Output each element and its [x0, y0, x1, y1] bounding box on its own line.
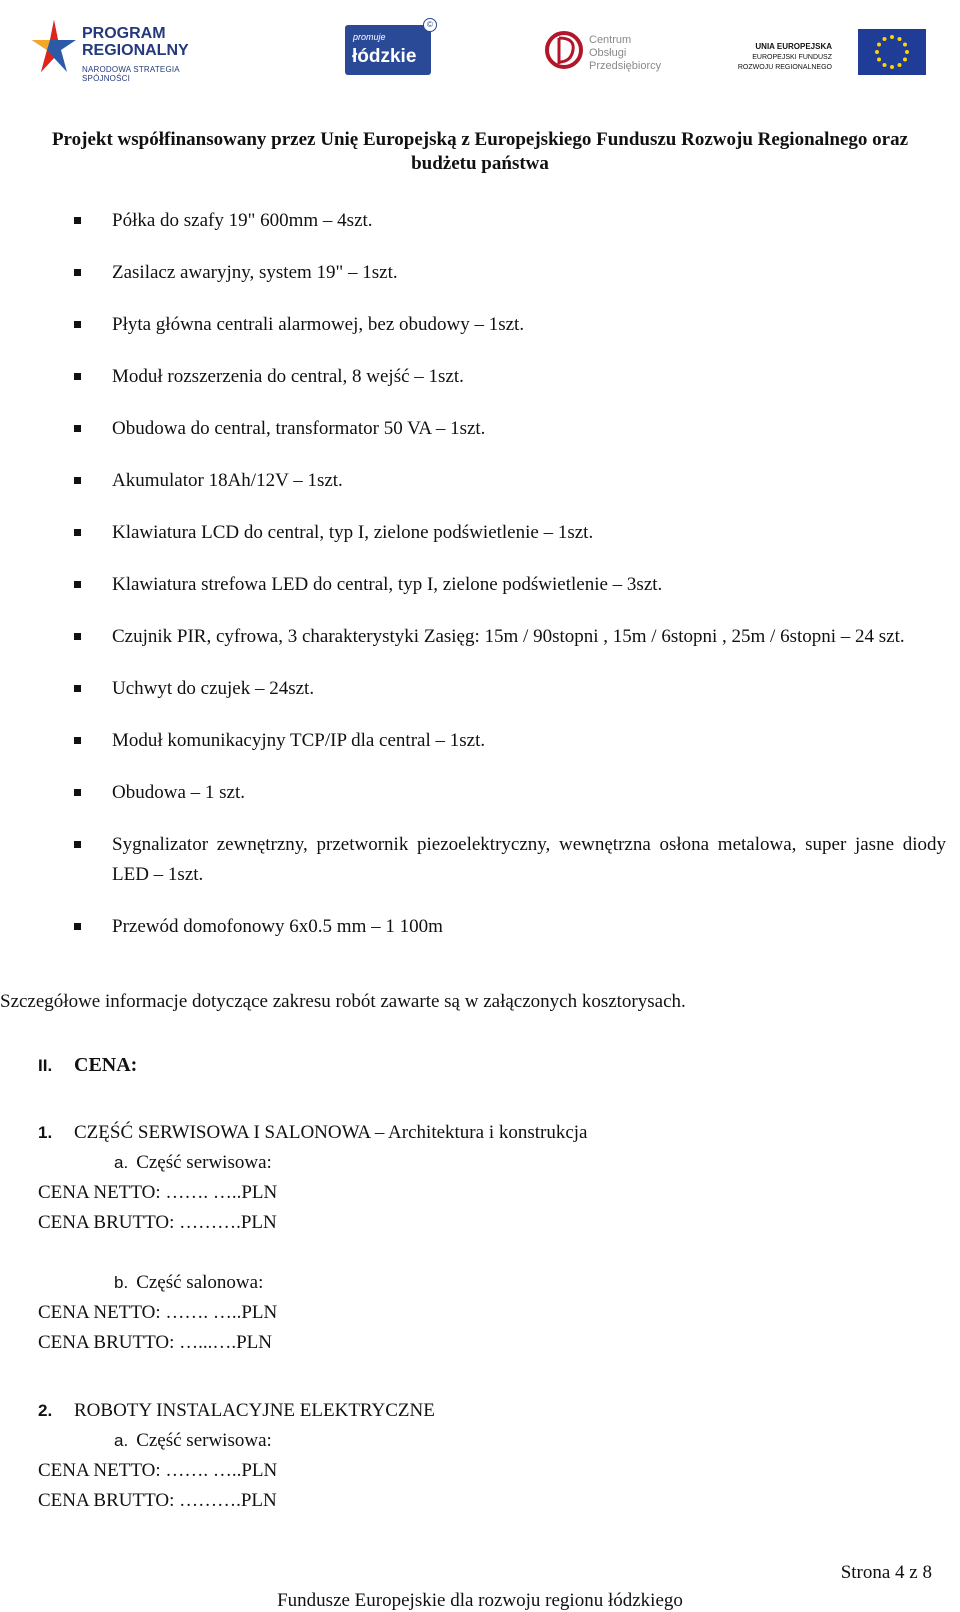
list-item: Sygnalizator zewnętrzny, przetwornik piezoelektryczny, wewnętrzna osłona metalowa, super jasne diody LED – 1szt.: [0, 830, 960, 890]
eu-logo: [726, 10, 926, 82]
list-item: Obudowa – 1 szt.: [0, 778, 960, 808]
bullet-icon: [74, 477, 81, 484]
logo-line-1: PROGRAM: [82, 25, 166, 42]
bullet-icon: [74, 923, 81, 930]
cop-emblem-icon: [545, 28, 583, 72]
logo-bar: [0, 10, 960, 82]
bullet-icon: [74, 217, 81, 224]
bullet-icon: [74, 789, 81, 796]
bullet-icon: [74, 321, 81, 328]
bullet-icon: [74, 425, 81, 432]
centrum-obslugi-logo: [545, 10, 665, 82]
list-item: Uchwyt do czujek – 24szt.: [0, 674, 960, 704]
logo-line-3: NARODOWA STRATEGIA SPÓJNOŚCI: [82, 65, 180, 83]
bullet-icon: [74, 685, 81, 692]
page-footer: Fundusze Europejskie dla rozwoju regionu łódzkiego: [277, 1590, 683, 1611]
eu-line-3: ROZWOJU REGIONALNEGO: [737, 64, 832, 71]
list-item: Czujnik PIR, cyfrowa, 3 charakterystyki Zasięg: 15m / 90stopni , 15m / 6stopni , 25m / 6stopni – 24 szt.: [0, 622, 960, 652]
lodzkie-small-text: promuje: [353, 32, 386, 42]
section-title: CENA:: [74, 1054, 138, 1076]
list-item: Zasilacz awaryjny, system 19" – 1szt.: [0, 258, 960, 288]
part-1a-brutto: CENA BRUTTO: ……….PLN: [38, 1212, 277, 1233]
part-1b-netto: CENA NETTO: ……. …..PLN: [38, 1302, 278, 1323]
list-item: Płyta główna centrali alarmowej, bez obudowy – 1szt.: [0, 310, 960, 340]
star-logo-icon: [30, 16, 78, 76]
bullet-icon: [74, 373, 81, 380]
part-2a-brutto: CENA BRUTTO: ……….PLN: [38, 1490, 277, 1511]
part-2-block: [38, 1396, 435, 1516]
list-item: Moduł rozszerzenia do central, 8 wejść – 1szt.: [0, 362, 960, 392]
header-line-1: Projekt współfinansowany przez Unię Europejską z Europejskiego Funduszu Rozwoju Regionalnego oraz: [51, 129, 909, 150]
section-number: II.: [38, 1056, 53, 1075]
bullet-icon: [74, 841, 81, 848]
cop-line-2: Obsługi: [589, 47, 627, 59]
logo-line-2: REGIONALNY: [82, 42, 189, 59]
eu-flag-icon: [858, 29, 926, 75]
list-item: Półka do szafy 19" 600mm – 4szt.: [0, 206, 960, 236]
eu-line-2: EUROPEJSKI FUNDUSZ: [752, 54, 832, 61]
bullet-icon: [74, 581, 81, 588]
cop-line-1: Centrum: [589, 34, 632, 46]
section-ii-heading: [38, 1052, 137, 1079]
cop-line-3: Przedsiębiorcy: [589, 60, 662, 72]
part-1-block: [38, 1118, 588, 1358]
list-item: Akumulator 18Ah/12V – 1szt.: [0, 466, 960, 496]
bullet-icon: [74, 737, 81, 744]
bullet-icon: [74, 529, 81, 536]
cofinancing-header: [0, 128, 960, 176]
part-1b-label: b. Część salonowa:: [114, 1272, 264, 1293]
part-2a-netto: CENA NETTO: ……. …..PLN: [38, 1460, 278, 1481]
header-line-2: budżetu państwa: [411, 153, 549, 174]
list-item: Klawiatura strefowa LED do central, typ I, zielone podświetlenie – 3szt.: [0, 570, 960, 600]
list-item: Przewód domofonowy 6x0.5 mm – 1 100m: [0, 912, 960, 942]
registered-mark-icon: ©: [423, 18, 437, 32]
eu-line-1: UNIA EUROPEJSKA: [755, 42, 832, 51]
equipment-list: [0, 206, 960, 964]
list-item: Obudowa do central, transformator 50 VA – 1szt.: [0, 414, 960, 444]
part-2-heading: 2. ROBOTY INSTALACYJNE ELEKTRYCZNE: [38, 1400, 435, 1421]
part-1a-netto: CENA NETTO: ……. …..PLN: [38, 1182, 278, 1203]
bullet-icon: [74, 633, 81, 640]
list-item: Moduł komunikacyjny TCP/IP dla central – 1szt.: [0, 726, 960, 756]
details-info: Szczegółowe informacje dotyczące zakresu robót zawarte są w załączonych kosztorysach.: [0, 991, 686, 1012]
part-1-heading: 1. CZĘŚĆ SERWISOWA I SALONOWA – Architektura i konstrukcja: [38, 1122, 588, 1143]
promuje-lodzkie-logo: [345, 10, 435, 82]
page-number: Strona 4 z 8: [840, 1562, 932, 1583]
lodzkie-big-text: łódzkie: [352, 46, 417, 67]
part-2a-label: a. Część serwisowa:: [114, 1430, 272, 1451]
part-1a-label: a. Część serwisowa:: [114, 1152, 272, 1173]
bullet-icon: [74, 269, 81, 276]
program-regionalny-logo: [30, 10, 220, 82]
part-1b-brutto: CENA BRUTTO: …...….PLN: [38, 1332, 273, 1353]
list-item: Klawiatura LCD do central, typ I, zielone podświetlenie – 1szt.: [0, 518, 960, 548]
